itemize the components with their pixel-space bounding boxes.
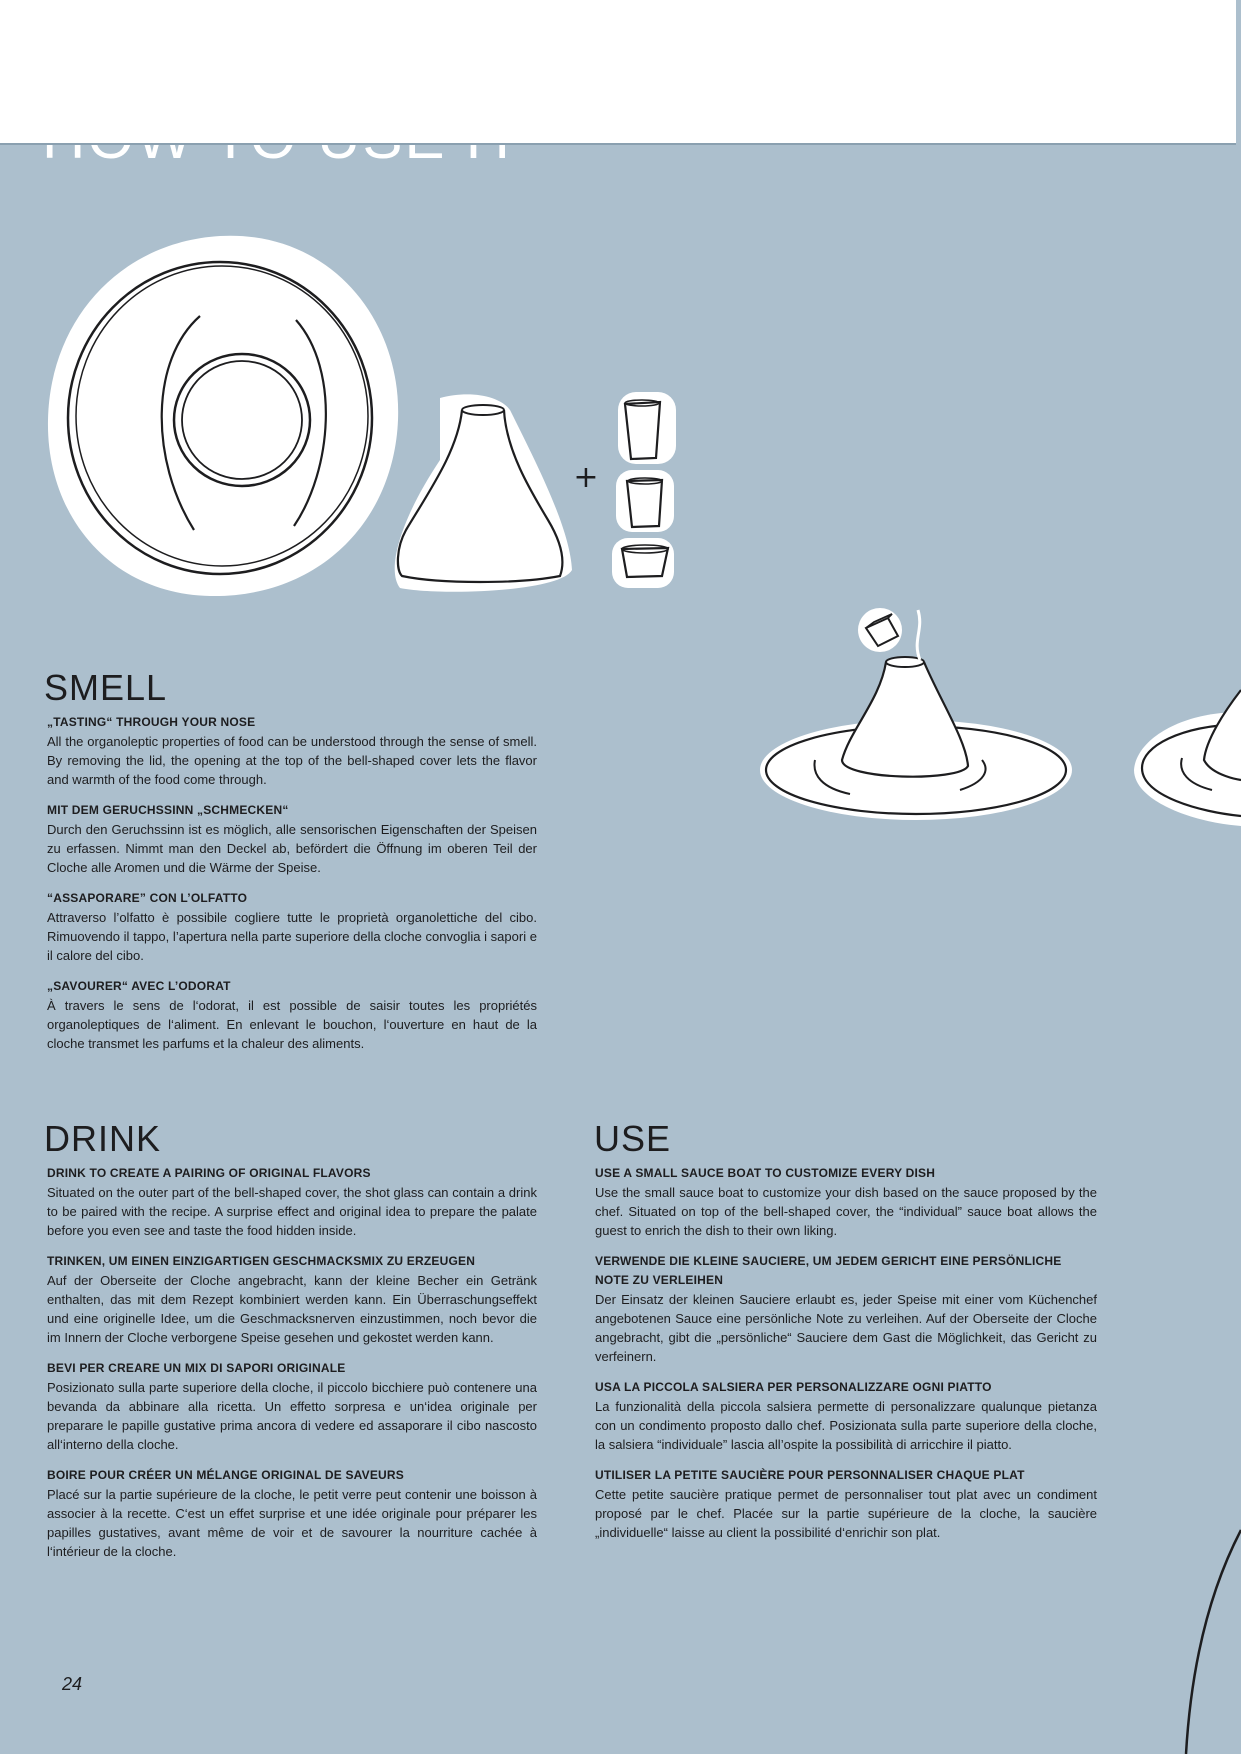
smell-body: Durch den Geruchssinn ist es möglich, alle sensorischen Eigenschaften der Speisen zu erfassen. Nimmt man den Deckel ab, befördert die Öffnung im oberen Teil der Cloche alle Aromen und die Wärme der Speise. xyxy=(47,822,537,875)
drink-paragraph xyxy=(47,1466,537,1561)
use-heading: USE A SMALL SAUCE BOAT TO CUSTOMIZE EVERY DISH xyxy=(595,1166,936,1180)
smell-title: SMELL xyxy=(44,667,168,708)
drink-paragraph xyxy=(47,1164,537,1240)
smell-heading: „TASTING“ THROUGH YOUR NOSE xyxy=(47,715,256,729)
page-number: 24 xyxy=(62,1674,83,1694)
use-paragraph xyxy=(595,1466,1097,1542)
drink-paragraph xyxy=(47,1359,537,1454)
drink-text xyxy=(47,1164,537,1573)
decorative-curve xyxy=(1186,1530,1241,1754)
drink-title: DRINK xyxy=(44,1118,162,1159)
smell-paragraph xyxy=(47,801,537,877)
smell-paragraph xyxy=(47,713,537,789)
drink-heading: BEVI PER CREARE UN MIX DI SAPORI ORIGINALE xyxy=(47,1361,346,1375)
cup-icon xyxy=(616,470,674,532)
smell-body: All the organoleptic properties of food can be understood through the sense of smell. By removing the lid, the opening at the top of the bell-shaped cover lets the flavor and warmth of the food come through. xyxy=(47,734,537,787)
smell-body: Attraverso l’olfatto è possibile cogliere tutte le proprietà organolettiche del cibo. Rimuovendo il tappo, l’apertura nella parte superiore della cloche convoglia i sapori e il calore del cibo. xyxy=(47,910,537,963)
use-heading: UTILISER LA PETITE SAUCIÈRE POUR PERSONNALISER CHAQUE PLAT xyxy=(595,1468,1025,1482)
use-title: USE xyxy=(594,1118,672,1159)
smell-heading: MIT DEM GERUCHSSINN „SCHMECKEN“ xyxy=(47,803,289,817)
use-body: Der Einsatz der kleinen Sauciere erlaubt es, jeder Speise mit einer vom Küchenchef angebotenen Sauce eine persönliche Note zu verleihen. Auf der Oberseite der Cloche angebracht, gibt die „persönliche“ Sauciere dem Gast die Möglichkeit, das Gericht zu verfeinern. xyxy=(595,1292,1097,1364)
smell-text xyxy=(47,713,537,1065)
smell-heading: „SAVOURER“ AVEC L’ODORAT xyxy=(47,979,231,993)
drink-heading: BOIRE POUR CRÉER UN MÉLANGE ORIGINAL DE SAVEURS xyxy=(47,1468,404,1482)
plate-icon xyxy=(48,236,398,596)
drink-heading: DRINK TO CREATE A PAIRING OF ORIGINAL FLAVORS xyxy=(47,1166,371,1180)
drink-body: Situated on the outer part of the bell-shaped cover, the shot glass can contain a drink to be paired with the recipe. A surprise effect and original idea to prepare the palate before you even see and taste the food hidden inside. xyxy=(47,1185,537,1238)
smell-paragraph xyxy=(47,889,537,965)
cloche-icon xyxy=(395,394,572,591)
use-paragraph xyxy=(595,1164,1097,1240)
drink-body: Placé sur la partie supérieure de la cloche, le petit verre peut contenir une boisson à associer à la recette. C‘est un effet surprise et une idée originale pour préparer les papilles gustatives, avant même de voir et de savourer la nourriture cachée à l‘intérieur de la cloche. xyxy=(47,1487,537,1559)
partial-plate-icon xyxy=(1134,690,1241,826)
drink-heading: TRINKEN, UM EINEN EINZIGARTIGEN GESCHMACKSMIX ZU ERZEUGEN xyxy=(47,1254,476,1268)
drink-body: Auf der Oberseite der Cloche angebracht, kann der kleine Becher ein Getränk enthalten, das mit dem Rezept kombiniert werden kann. Ein Überraschungseffekt und eine originelle Idee, um die Geschmacksnerven einzustimmen, noch bevor die im Innern der Cloche verborgene Speise gesehen und gekostet werden kann. xyxy=(47,1273,537,1345)
cap-icon xyxy=(858,608,902,652)
use-body: La funzionalità della piccola salsiera permette di personalizzare qualunque pietanza con un condimento proposto dallo chef. Posizionata sulla parte superiore della cloche, la salsiera “individuale” lascia all’ospite la possibilità di arricchire il piatto. xyxy=(595,1399,1097,1452)
use-body: Cette petite saucière pratique permet de personnaliser tout plat avec un condiment proposé par le chef. Placée sur la partie supérieure de la cloche, la saucière „individuelle“ laisse au client la possibilité d‘enrichir son plat. xyxy=(595,1487,1097,1540)
smell-heading: “ASSAPORARE” CON L’OLFATTO xyxy=(47,891,248,905)
drink-paragraph xyxy=(47,1252,537,1347)
use-heading: VERWENDE DIE KLEINE SAUCIERE, UM JEDEM GERICHT EINE PERSÖNLICHE NOTE ZU VERLEIHEN xyxy=(595,1254,1062,1287)
smell-paragraph xyxy=(47,977,537,1053)
sauce-boat-icon xyxy=(612,538,674,588)
smell-body: À travers le sens de l‘odorat, il est possible de saisir toutes les propriétés organoleptiques de l‘aliment. En enlevant le bouchon, l‘ouverture en haut de la cloche transmet les parfums et la chaleur des aliments. xyxy=(47,998,537,1051)
use-body: Use the small sauce boat to customize your dish based on the sauce proposed by the chef. Situated on top of the bell-shaped cover, the “individual” sauce boat allows the guest to enrich the dish to their own liking. xyxy=(595,1185,1097,1238)
served-cloche-icon xyxy=(760,657,1072,820)
use-paragraph xyxy=(595,1252,1097,1366)
steam-icon xyxy=(917,610,920,660)
plus-sign: + xyxy=(573,460,599,495)
use-text xyxy=(595,1164,1097,1554)
use-paragraph xyxy=(595,1378,1097,1454)
drink-body: Posizionato sulla parte superiore della cloche, il piccolo bicchiere può contenere una bevanda da abbinare alla ricetta. Un effetto sorpresa e un‘idea originale per preparare le papille gustative prima ancora di vedere ed assaporare il cibo nascosto all‘interno della cloche. xyxy=(47,1380,537,1452)
shot-glass-icon xyxy=(618,392,676,464)
use-heading: USA LA PICCOLA SALSIERA PER PERSONALIZZARE OGNI PIATTO xyxy=(595,1380,992,1394)
